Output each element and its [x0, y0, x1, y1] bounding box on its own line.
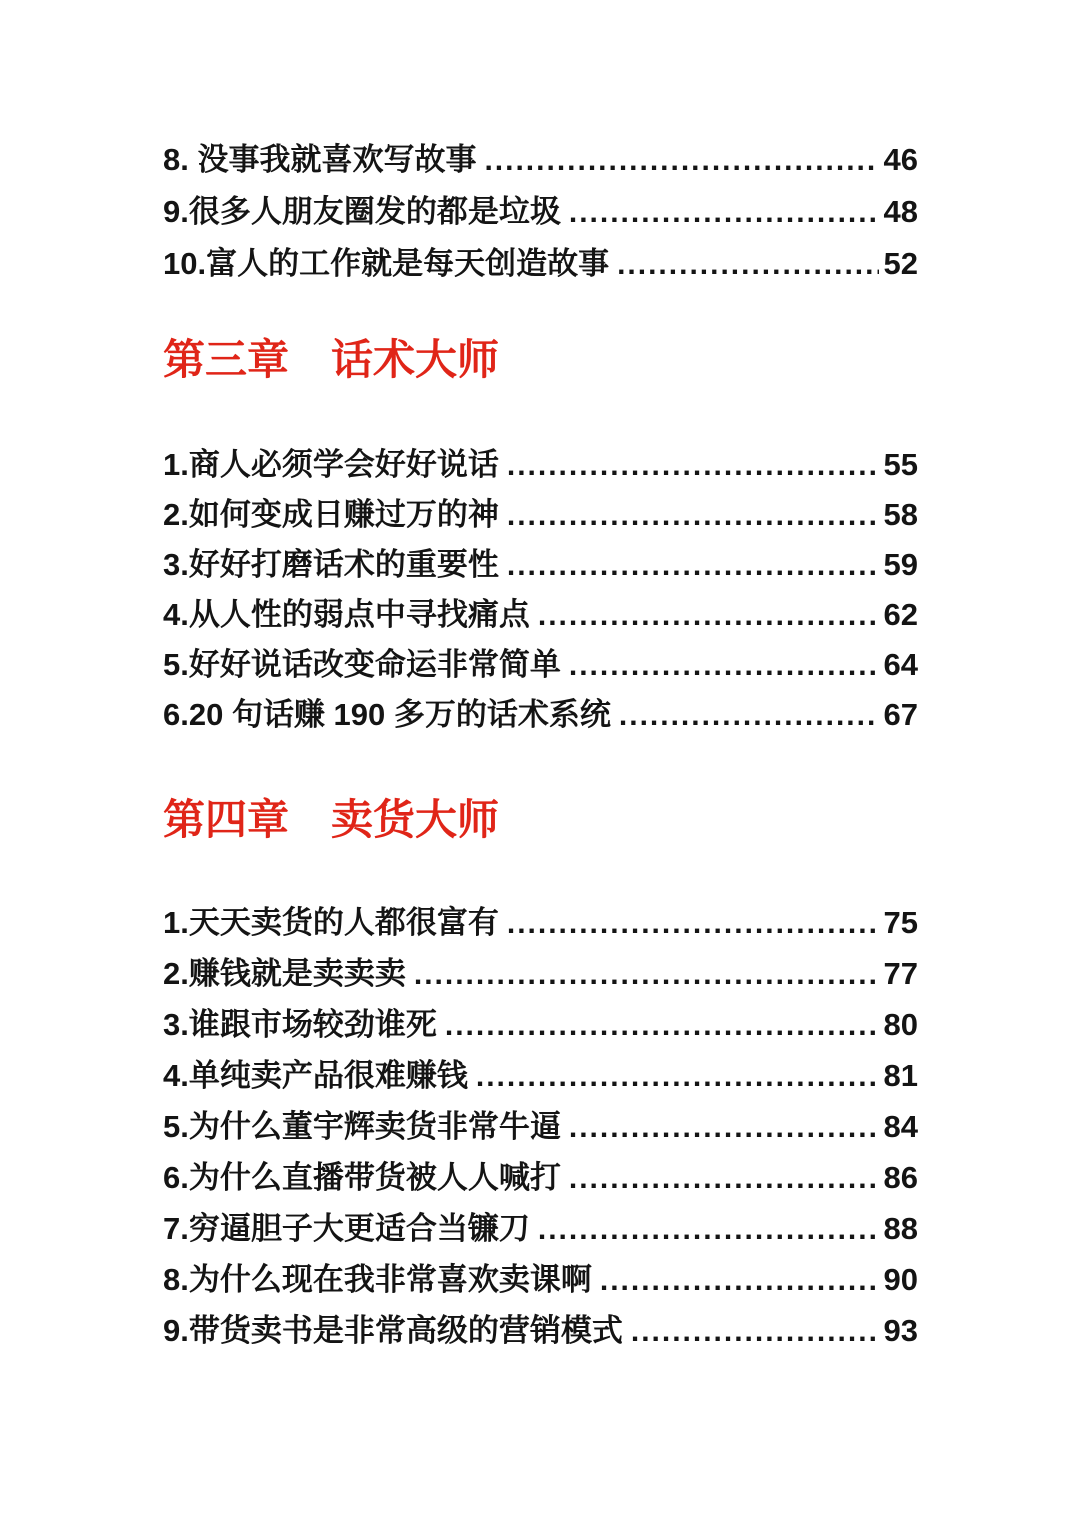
dot-leader — [445, 999, 879, 1051]
toc-item-page: 81 — [883, 1058, 918, 1093]
dot-leader — [484, 134, 878, 187]
toc-item-label: 9.很多人朋友圈发的都是垃圾 — [163, 194, 561, 229]
dot-leader — [569, 640, 879, 691]
toc-item-label: 2.如何变成日赚过万的神 — [163, 497, 499, 532]
toc-item-page: 77 — [883, 956, 918, 991]
toc-item — [163, 440, 918, 490]
dot-leader — [507, 540, 879, 591]
toc-item — [163, 1254, 918, 1305]
toc-item-label: 7.穷逼胆子大更适合当镰刀 — [163, 1211, 530, 1246]
toc-item-page: 67 — [883, 697, 918, 732]
toc-item-page: 46 — [883, 142, 918, 177]
toc-item-label: 5.为什么董宇辉卖货非常牛逼 — [163, 1109, 561, 1144]
toc-item-page: 55 — [883, 447, 918, 482]
toc-item-page: 48 — [883, 194, 918, 229]
toc-item-page: 86 — [883, 1160, 918, 1195]
toc-section-chapter4 — [163, 897, 918, 1356]
toc-item-label: 5.好好说话改变命运非常简单 — [163, 647, 561, 682]
toc-item-page: 62 — [883, 597, 918, 632]
toc-item — [163, 490, 918, 540]
dot-leader — [538, 1203, 879, 1255]
toc-item-label: 3.好好打磨话术的重要性 — [163, 547, 499, 582]
toc-item — [163, 948, 918, 999]
toc-item — [163, 897, 918, 948]
toc-section-chapter3 — [163, 440, 918, 740]
dot-leader — [507, 440, 879, 491]
toc-item-label: 2.赚钱就是卖卖卖 — [163, 956, 406, 991]
toc-section-chapter2-tail — [163, 134, 918, 290]
dot-leader — [414, 948, 879, 1000]
toc-item-page: 75 — [883, 905, 918, 940]
toc-item-label: 8. 没事我就喜欢写故事 — [163, 142, 477, 177]
toc-item-page: 84 — [883, 1109, 918, 1144]
toc-item-page: 64 — [883, 647, 918, 682]
toc-item — [163, 690, 918, 740]
toc-item-label: 10.富人的工作就是每天创造故事 — [163, 246, 610, 281]
toc-item-page: 58 — [883, 497, 918, 532]
toc-item — [163, 1305, 918, 1356]
dot-leader — [538, 590, 879, 641]
toc-item-label: 6.20 句话赚 190 多万的话术系统 — [163, 697, 611, 732]
dot-leader — [617, 238, 878, 291]
toc-item — [163, 640, 918, 690]
toc-item — [163, 540, 918, 590]
toc-item — [163, 1203, 918, 1254]
dot-leader — [569, 1152, 879, 1204]
dot-leader — [569, 186, 879, 239]
toc-item-page: 90 — [883, 1262, 918, 1297]
dot-leader — [619, 690, 879, 741]
toc-item-page: 80 — [883, 1007, 918, 1042]
chapter-heading-ch3: 第三章 话术大师 — [163, 336, 500, 383]
toc-item-label: 4.单纯卖产品很难赚钱 — [163, 1058, 468, 1093]
toc-item-page: 88 — [883, 1211, 918, 1246]
dot-leader — [569, 1101, 879, 1153]
toc-item — [163, 1152, 918, 1203]
dot-leader — [476, 1050, 879, 1102]
toc-item-page: 93 — [883, 1313, 918, 1348]
toc-item-label: 4.从人性的弱点中寻找痛点 — [163, 597, 530, 632]
dot-leader — [507, 897, 879, 949]
dot-leader — [631, 1305, 879, 1357]
toc-item-label: 1.商人必须学会好好说话 — [163, 447, 499, 482]
toc-item — [163, 999, 918, 1050]
dot-leader — [600, 1254, 879, 1306]
toc-item-label: 1.天天卖货的人都很富有 — [163, 905, 499, 940]
toc-item-label: 9.带货卖书是非常高级的营销模式 — [163, 1313, 623, 1348]
toc-item-page: 59 — [883, 547, 918, 582]
toc-item — [163, 186, 918, 238]
toc-item-label: 8.为什么现在我非常喜欢卖课啊 — [163, 1262, 592, 1297]
toc-item — [163, 1101, 918, 1152]
toc-item-label: 3.谁跟市场较劲谁死 — [163, 1007, 437, 1042]
toc-item — [163, 590, 918, 640]
toc-item-label: 6.为什么直播带货被人人喊打 — [163, 1160, 561, 1195]
dot-leader — [507, 490, 879, 541]
toc-item-page: 52 — [883, 246, 918, 281]
toc-item — [163, 134, 918, 186]
chapter-heading-ch4: 第四章 卖货大师 — [163, 796, 500, 843]
toc-item — [163, 238, 918, 290]
toc-item — [163, 1050, 918, 1101]
